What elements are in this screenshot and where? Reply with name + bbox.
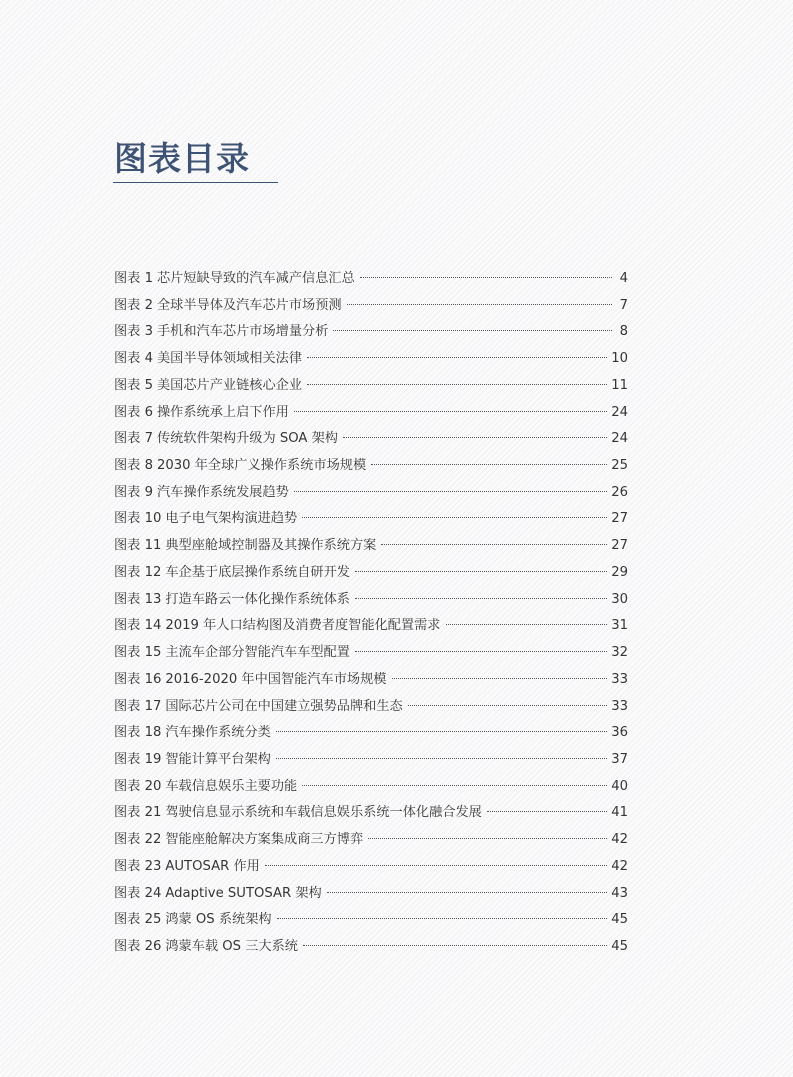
toc-entry-label bbox=[114, 907, 272, 934]
toc-entry[interactable] bbox=[114, 453, 628, 480]
dot-leader bbox=[368, 838, 607, 839]
toc-entry-page: 10 bbox=[611, 351, 628, 367]
toc-entry-label bbox=[114, 587, 350, 614]
toc-entry-page: 11 bbox=[611, 377, 628, 393]
toc-entry-title: 驾驶信息显示系统和车载信息娱乐系统一体化融合发展 bbox=[165, 805, 482, 821]
toc-entry[interactable] bbox=[114, 934, 628, 961]
toc-entry-number: 图表 21 bbox=[114, 805, 162, 821]
dot-leader bbox=[307, 357, 607, 358]
toc-entry-number: 图表 24 bbox=[114, 885, 162, 901]
toc-entry-number: 图表 1 bbox=[114, 271, 153, 286]
toc-entry-page: 27 bbox=[611, 538, 628, 554]
dot-leader bbox=[327, 892, 607, 893]
toc-entry-number: 图表 23 bbox=[114, 858, 162, 874]
toc-entry-number: 图表 16 bbox=[114, 671, 162, 687]
dot-leader bbox=[303, 945, 607, 946]
toc-entry-page: 24 bbox=[611, 431, 628, 447]
toc-entry-label bbox=[114, 400, 289, 427]
toc-entry-number: 图表 18 bbox=[114, 725, 162, 741]
toc-entry[interactable] bbox=[114, 747, 628, 774]
toc-entry[interactable] bbox=[114, 373, 628, 400]
title-underline bbox=[113, 182, 278, 183]
toc-entry-label bbox=[114, 533, 376, 560]
toc-entry-page: 25 bbox=[611, 458, 628, 474]
toc-entry[interactable] bbox=[114, 533, 628, 560]
toc-entry-number: 图表 7 bbox=[114, 431, 153, 447]
toc-entry-number: 图表 3 bbox=[114, 324, 153, 340]
toc-entry-page: 30 bbox=[611, 591, 628, 607]
toc-entry-number: 图表 20 bbox=[114, 778, 162, 794]
toc-entry-page: 33 bbox=[611, 671, 628, 687]
dot-leader bbox=[446, 624, 608, 625]
toc-entry-number: 图表 19 bbox=[114, 751, 162, 767]
toc-entry[interactable] bbox=[114, 667, 628, 694]
page-title: 图表目录 bbox=[114, 139, 250, 178]
toc-entry-label bbox=[114, 293, 342, 320]
toc-entry-title: 全球半导体及汽车芯片市场预测 bbox=[156, 297, 342, 313]
dot-leader bbox=[371, 464, 607, 465]
toc-entry-title: 车企基于底层操作系统自研开发 bbox=[165, 564, 350, 580]
toc-entry-label bbox=[114, 319, 328, 346]
toc-entry[interactable] bbox=[114, 400, 628, 427]
toc-entry-number: 图表 12 bbox=[114, 564, 162, 580]
toc-entry[interactable] bbox=[114, 560, 628, 587]
toc-entry-number: 图表 13 bbox=[114, 591, 162, 607]
dot-leader bbox=[360, 277, 612, 278]
dot-leader bbox=[347, 304, 612, 305]
toc-entry-label bbox=[114, 373, 302, 400]
toc-entry[interactable] bbox=[114, 266, 628, 293]
dot-leader bbox=[487, 811, 607, 812]
toc-entry-title: 操作系统承上启下作用 bbox=[156, 404, 289, 420]
toc-entry-label bbox=[114, 827, 363, 854]
toc-entry-number: 图表 9 bbox=[114, 484, 153, 500]
toc-entry-title: Adaptive SUTOSAR 架构 bbox=[165, 885, 322, 901]
dot-leader bbox=[276, 731, 607, 732]
toc-entry-number: 图表 15 bbox=[114, 645, 162, 661]
toc-entry-title: 智能计算平台架构 bbox=[165, 751, 271, 767]
toc-entry[interactable] bbox=[114, 640, 628, 667]
toc-entry-title: 汽车操作系统分类 bbox=[165, 725, 271, 741]
toc-entry-title: 汽车操作系统发展趋势 bbox=[156, 484, 289, 500]
toc-entry-page: 45 bbox=[611, 912, 628, 928]
toc-entry-page: 32 bbox=[611, 645, 628, 661]
toc-entry-title: 车载信息娱乐主要功能 bbox=[165, 778, 298, 794]
toc-entry[interactable] bbox=[114, 800, 628, 827]
toc-entry-number: 图表 17 bbox=[114, 698, 162, 714]
toc-entry-label bbox=[114, 480, 289, 507]
dot-leader bbox=[294, 411, 607, 412]
toc-entry[interactable] bbox=[114, 881, 628, 908]
dot-leader bbox=[302, 785, 607, 786]
toc-entry-title: AUTOSAR 作用 bbox=[165, 858, 260, 874]
toc-entry-title: 2030 年全球广义操作系统市场规模 bbox=[156, 458, 367, 474]
toc-entry-page: 7 bbox=[619, 297, 628, 313]
toc-entry-page: 41 bbox=[611, 805, 628, 821]
toc-entry-page: 26 bbox=[611, 484, 628, 500]
dot-leader bbox=[307, 384, 607, 385]
dot-leader bbox=[381, 544, 607, 545]
toc-entry-label bbox=[114, 266, 355, 293]
toc-entry[interactable] bbox=[114, 827, 628, 854]
toc-entry-label bbox=[114, 800, 482, 827]
toc-entry-title: 2016-2020 年中国智能汽车市场规模 bbox=[165, 671, 387, 687]
toc-entry-number: 图表 25 bbox=[114, 912, 162, 928]
toc-entry-page: 33 bbox=[611, 698, 628, 714]
toc-entry-label bbox=[114, 640, 350, 667]
toc-entry-title: 主流车企部分智能汽车车型配置 bbox=[165, 645, 350, 661]
toc-entry-label bbox=[114, 506, 297, 533]
toc-entry-label bbox=[114, 881, 322, 908]
toc-entry-title: 鸿蒙车载 OS 三大系统 bbox=[165, 938, 298, 954]
toc-entry-page: 4 bbox=[619, 271, 628, 286]
toc-entry-title: 手机和汽车芯片市场增量分析 bbox=[156, 324, 329, 340]
dot-leader bbox=[392, 678, 608, 679]
toc-entry-label bbox=[114, 747, 271, 774]
toc-entry-label bbox=[114, 720, 271, 747]
toc-entry[interactable] bbox=[114, 293, 628, 320]
toc-entry-number: 图表 5 bbox=[114, 377, 153, 393]
toc-entry[interactable] bbox=[114, 613, 628, 640]
toc-entry[interactable] bbox=[114, 346, 628, 373]
toc-entry[interactable] bbox=[114, 426, 628, 453]
dot-leader bbox=[355, 651, 607, 652]
toc-entry-page: 24 bbox=[611, 404, 628, 420]
toc-entry-title: 国际芯片公司在中国建立强势品牌和生态 bbox=[165, 698, 403, 714]
toc-entry-number: 图表 22 bbox=[114, 832, 162, 848]
toc-entry-title: 芯片短缺导致的汽车减产信息汇总 bbox=[156, 271, 355, 286]
toc-entry[interactable] bbox=[114, 854, 628, 881]
dot-leader bbox=[294, 491, 607, 492]
toc-entry-number: 图表 26 bbox=[114, 938, 162, 954]
toc-entry-title: 智能座舱解决方案集成商三方博弈 bbox=[165, 832, 364, 848]
dot-leader bbox=[277, 918, 608, 919]
toc-entry-title: 电子电气架构演进趋势 bbox=[165, 511, 298, 527]
toc-entry-number: 图表 11 bbox=[114, 538, 162, 554]
toc-entry-title: 打造车路云一体化操作系统体系 bbox=[165, 591, 350, 607]
toc-entry-label bbox=[114, 560, 350, 587]
toc-entry-title: 鸿蒙 OS 系统架构 bbox=[165, 912, 272, 928]
toc-entry[interactable] bbox=[114, 506, 628, 533]
toc-entry-page: 31 bbox=[611, 618, 628, 634]
toc-entry[interactable] bbox=[114, 694, 628, 721]
toc-entry-label bbox=[114, 667, 387, 694]
toc-entry[interactable] bbox=[114, 587, 628, 614]
toc-entry-label bbox=[114, 854, 260, 881]
dot-leader bbox=[333, 330, 612, 331]
toc-entry-number: 图表 14 bbox=[114, 618, 162, 634]
toc-entry[interactable] bbox=[114, 319, 628, 346]
toc-entry-label bbox=[114, 426, 338, 453]
toc-entry-title: 传统软件架构升级为 SOA 架构 bbox=[156, 431, 338, 447]
toc-entry-number: 图表 8 bbox=[114, 458, 153, 474]
toc-entry-number: 图表 4 bbox=[114, 351, 153, 367]
dot-leader bbox=[355, 598, 607, 599]
toc-entry-title: 典型座舱域控制器及其操作系统方案 bbox=[165, 538, 377, 554]
dot-leader bbox=[343, 437, 607, 438]
toc-entry[interactable] bbox=[114, 907, 628, 934]
toc-entry-page: 8 bbox=[619, 324, 628, 340]
dot-leader bbox=[276, 758, 607, 759]
toc-entry-label bbox=[114, 934, 298, 961]
dot-leader bbox=[355, 571, 607, 572]
toc-entry-label bbox=[114, 774, 297, 801]
toc-entry-label bbox=[114, 694, 403, 721]
toc-entry-label bbox=[114, 613, 441, 640]
toc-entry-page: 45 bbox=[611, 938, 628, 954]
toc-entry-number: 图表 10 bbox=[114, 511, 162, 527]
toc-entry-page: 29 bbox=[611, 564, 628, 580]
toc-entry-title: 美国半导体领域相关法律 bbox=[156, 351, 303, 367]
toc-entry[interactable] bbox=[114, 480, 628, 507]
toc-entry-number: 图表 2 bbox=[114, 297, 153, 313]
toc-entry-label bbox=[114, 346, 302, 373]
toc-entry-page: 27 bbox=[611, 511, 628, 527]
figure-list bbox=[114, 266, 628, 961]
toc-entry-label bbox=[114, 453, 366, 480]
toc-entry-page: 42 bbox=[611, 832, 628, 848]
toc-entry-page: 40 bbox=[611, 778, 628, 794]
toc-entry-title: 美国芯片产业链核心企业 bbox=[156, 377, 303, 393]
dot-leader bbox=[408, 705, 607, 706]
toc-entry-title: 2019 年人口结构图及消费者度智能化配置需求 bbox=[165, 618, 441, 634]
dot-leader bbox=[302, 517, 607, 518]
toc-entry[interactable] bbox=[114, 774, 628, 801]
toc-entry-page: 42 bbox=[611, 858, 628, 874]
toc-entry-page: 36 bbox=[611, 725, 628, 741]
toc-entry[interactable] bbox=[114, 720, 628, 747]
toc-entry-page: 37 bbox=[611, 751, 628, 767]
toc-entry-page: 43 bbox=[611, 885, 628, 901]
dot-leader bbox=[265, 865, 607, 866]
toc-entry-number: 图表 6 bbox=[114, 404, 153, 420]
